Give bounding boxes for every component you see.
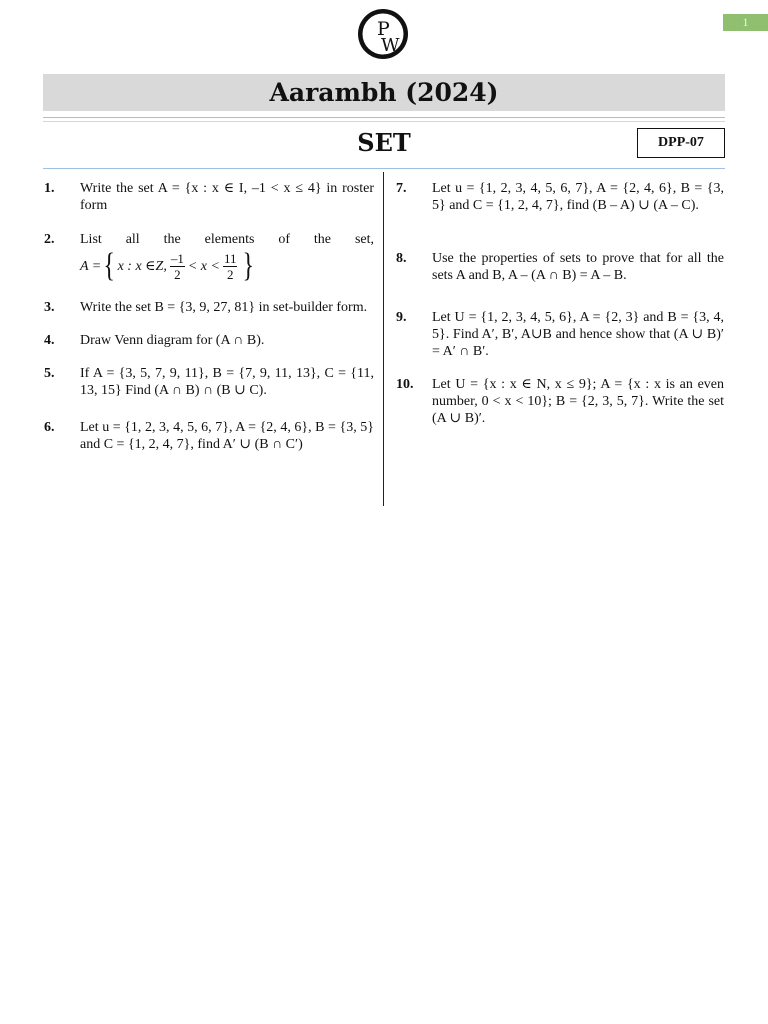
question-number: 5. — [44, 366, 55, 381]
question-item — [44, 365, 374, 399]
question-number: 9. — [396, 310, 407, 325]
set-formula — [80, 249, 374, 283]
pw-logo-icon — [357, 8, 409, 60]
question-text: Let u = {1, 2, 3, 4, 5, 6, 7}, A = {2, 4, 6}, B = {3, 5} and C = {1, 2, 4, 7}, find (B – A) ∪ (A – C). — [432, 181, 724, 213]
fraction-numerator: –1 — [170, 250, 184, 266]
question-item — [396, 376, 724, 427]
header-rule-secondary — [43, 121, 725, 122]
question-text: Let U = {1, 2, 3, 4, 5, 6}, A = {2, 3} and B = {3, 4, 5}. Find A′, B′, A∪B and hence show that (A ∪ B)′ = A′ ∩ B′. — [432, 310, 724, 359]
svg-text:W: W — [381, 35, 400, 56]
question-number: 6. — [44, 420, 55, 435]
dpp-label-box — [637, 128, 725, 158]
formula-left-brace: { — [103, 247, 116, 284]
formula-middle: < x < — [187, 258, 220, 274]
questions-right-column — [396, 180, 724, 427]
header-title-bar — [43, 74, 725, 111]
question-item — [396, 250, 724, 284]
formula-lhs: A = — [80, 258, 102, 274]
question-number: 8. — [396, 251, 407, 266]
section-rule — [43, 168, 725, 169]
subject-heading: SET — [357, 128, 411, 157]
question-number: 4. — [44, 333, 55, 348]
column-divider — [383, 172, 384, 506]
question-item — [44, 332, 374, 349]
fraction — [170, 251, 185, 282]
question-item — [44, 419, 374, 453]
formula-right-brace: } — [242, 247, 255, 284]
question-text: If A = {3, 5, 7, 9, 11}, B = {7, 9, 11, 13}, C = {11, 13, 15} Find (A ∩ B) ∩ (B ∪ C). — [80, 366, 374, 398]
page-title: Aarambh (2024) — [269, 78, 499, 107]
question-number: 7. — [396, 181, 407, 196]
question-item — [44, 299, 374, 316]
header-rule — [43, 117, 725, 118]
page-number-badge — [723, 14, 768, 31]
question-text: Use the properties of sets to prove that for all the sets A and B, A – (A ∩ B) = A – B. — [432, 251, 724, 283]
question-item — [44, 231, 374, 283]
formula-body: x : x ∈Z, — [117, 258, 167, 274]
question-text: Let u = {1, 2, 3, 4, 5, 6, 7}, A = {2, 4, 6}, B = {3, 5} and C = {1, 2, 4, 7}, find A′ ∪ (B ∩ C′) — [80, 420, 374, 452]
question-text: Draw Venn diagram for (A ∩ B). — [80, 333, 265, 348]
questions-left-column — [44, 180, 374, 453]
fraction-denominator: 2 — [174, 266, 181, 282]
question-text: Write the set A = {x : x ∈ I, –1 < x ≤ 4} in roster form — [80, 181, 374, 213]
question-number: 3. — [44, 300, 55, 315]
svg-text:P: P — [377, 18, 390, 40]
question-item — [396, 309, 724, 360]
question-number: 2. — [44, 232, 55, 247]
fraction — [223, 251, 238, 282]
question-number: 1. — [44, 181, 55, 196]
dpp-label: DPP-07 — [658, 135, 704, 150]
question-text: Let U = {x : x ∈ N, x ≤ 9}; A = {x : x is an even number, 0 < x < 10}; B = {2, 3, 5, 7}. Write the set (A ∪ B)′. — [432, 377, 724, 426]
question-text: List all the elements of the set, — [80, 232, 374, 247]
fraction-numerator: 11 — [223, 250, 237, 266]
page-number: 1 — [742, 15, 749, 29]
question-text: Write the set B = {3, 9, 27, 81} in set-builder form. — [80, 300, 368, 315]
question-item — [44, 180, 374, 214]
fraction-denominator: 2 — [226, 266, 234, 282]
question-number: 10. — [396, 377, 414, 392]
question-item — [396, 180, 724, 214]
